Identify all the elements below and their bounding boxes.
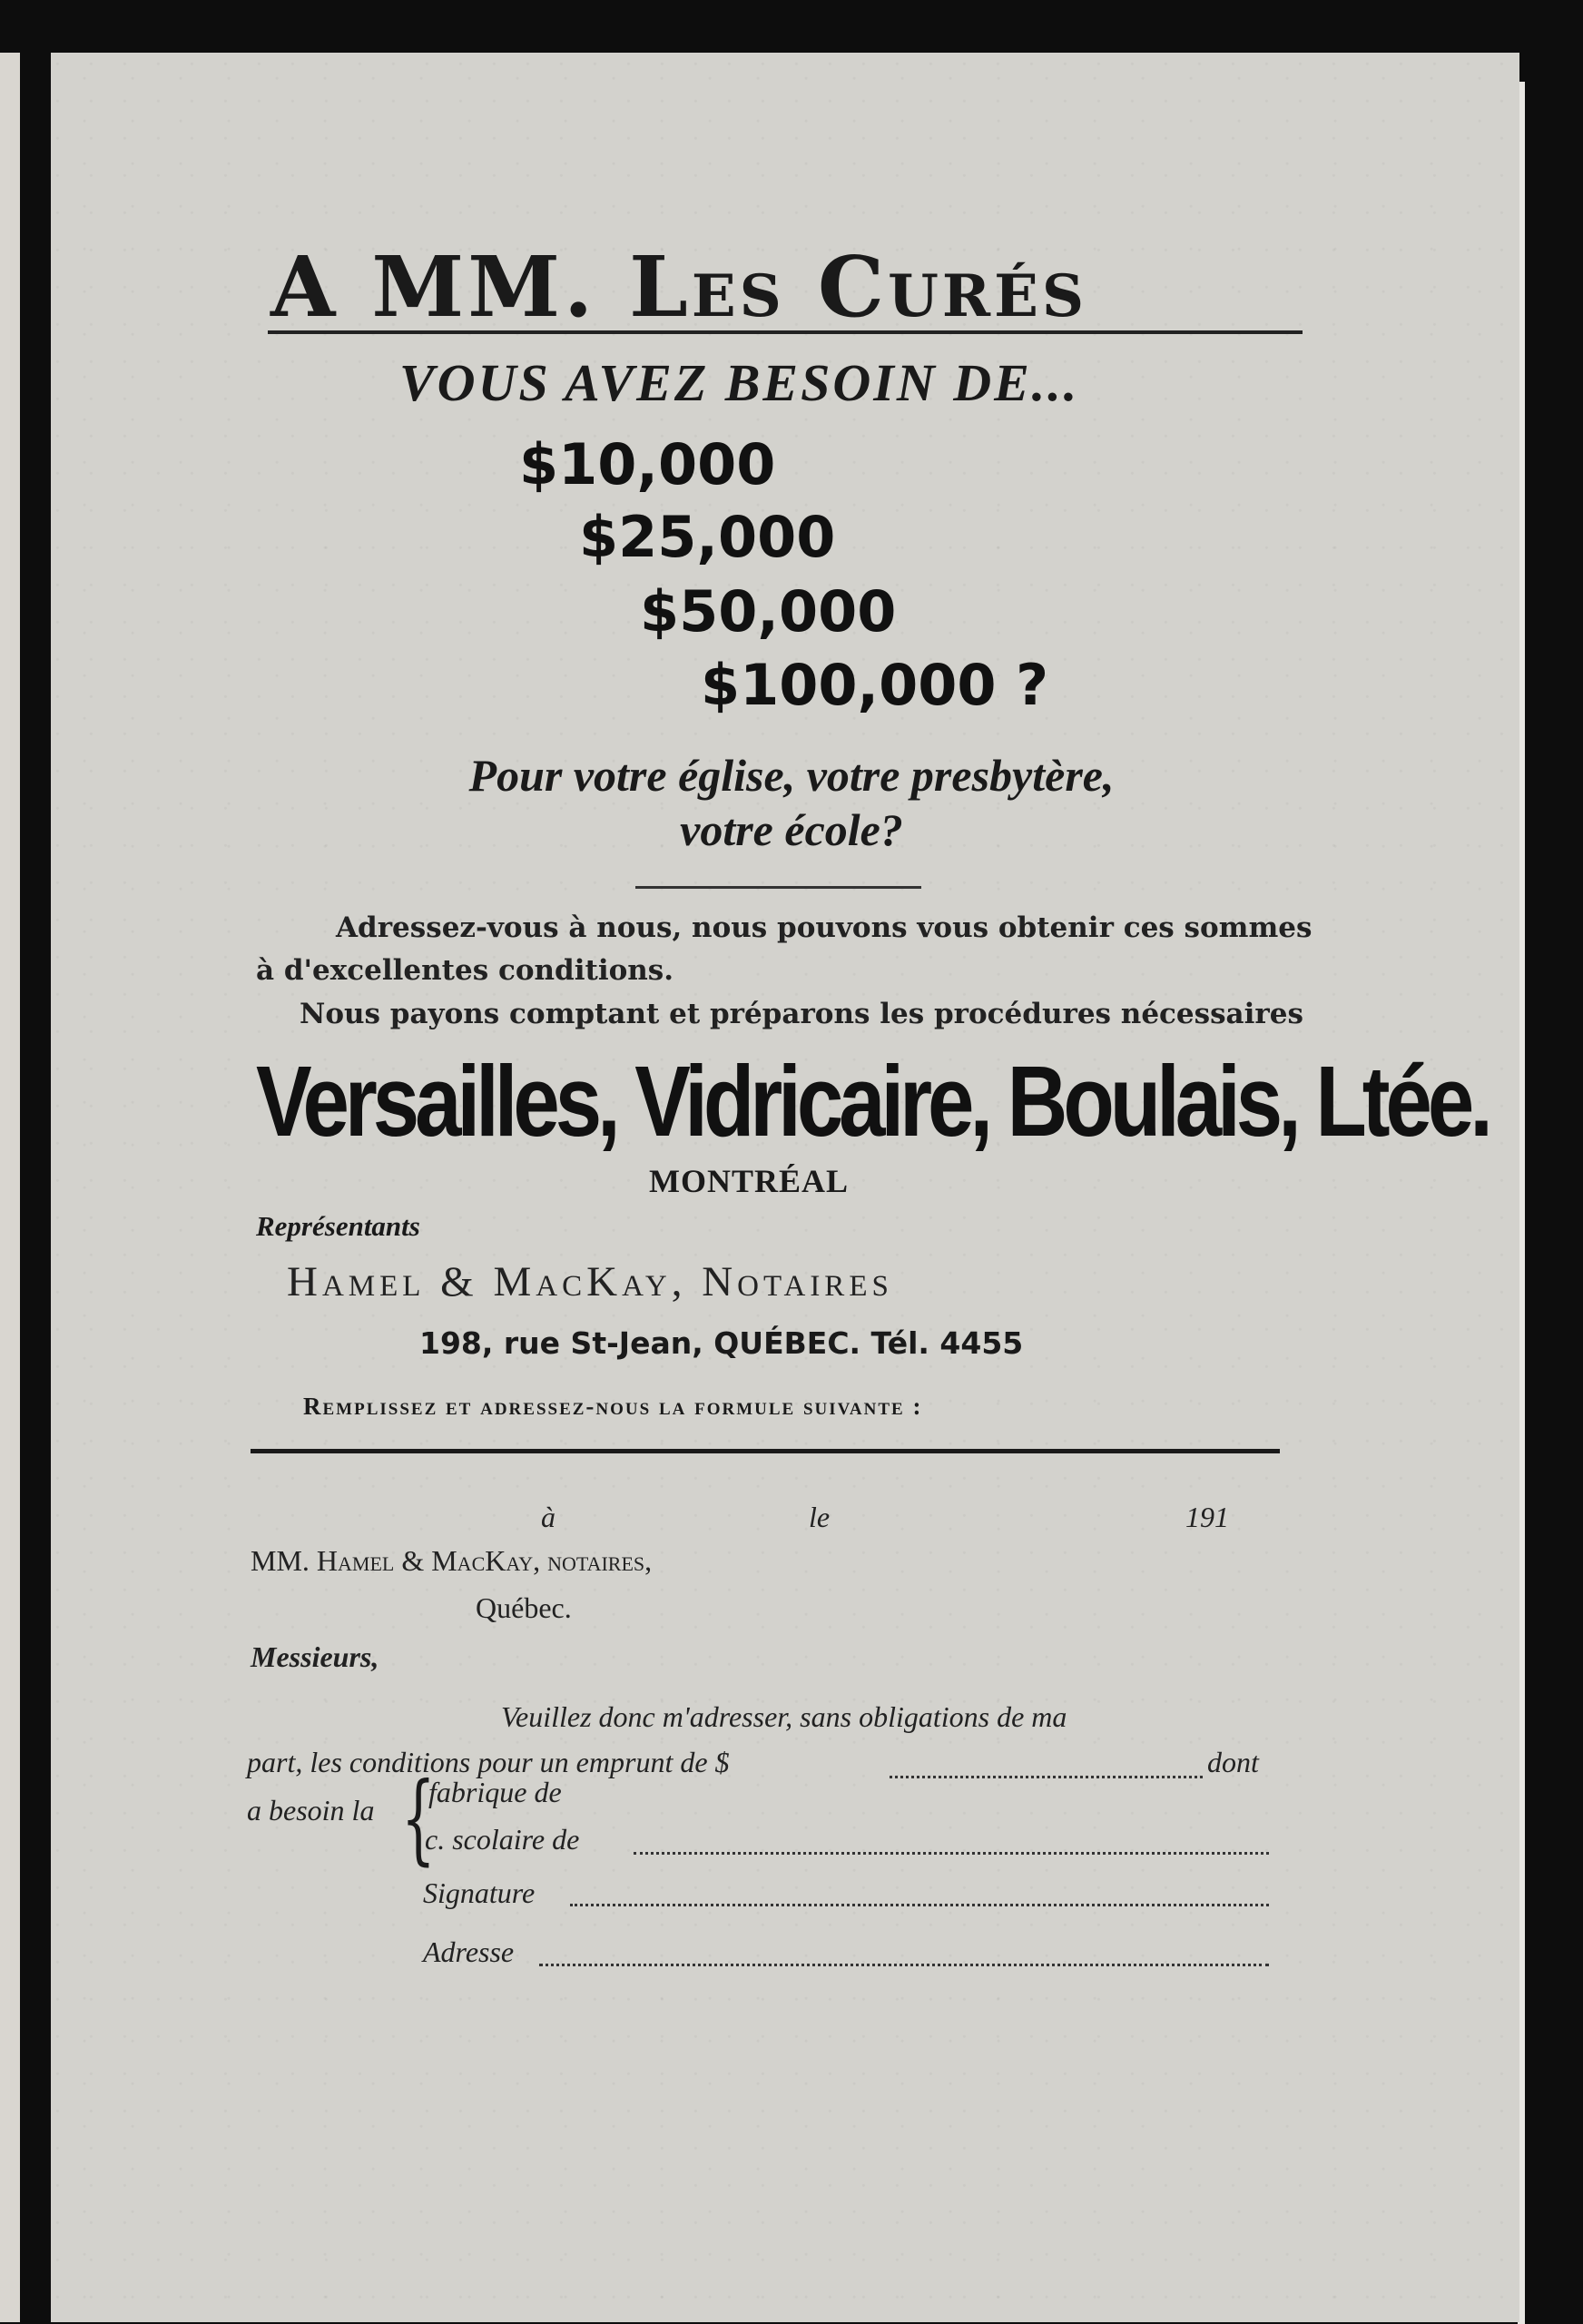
form-a-label: à (541, 1501, 556, 1533)
form-dont-label: dont (1207, 1746, 1259, 1778)
question-line-1: Pour votre église, votre presbytère, (468, 750, 1115, 801)
amount-3: $50,000 (640, 578, 897, 645)
company-name: Versailles, Vidricaire, Boulais, Ltée. (256, 1046, 1489, 1157)
parish-name-field[interactable] (634, 1852, 1269, 1855)
left-page-edge (0, 53, 20, 2322)
amount-4: $100,000 ? (701, 652, 1049, 718)
form-besoin-label: a besoin la (247, 1794, 375, 1827)
form-divider (251, 1449, 1280, 1453)
form-option-scolaire: c. scolaire de (425, 1823, 580, 1856)
company-city: MONTRÉAL (649, 1163, 850, 1199)
address-field[interactable] (539, 1964, 1269, 1966)
question-line-2: votre école? (680, 804, 903, 855)
loan-amount-field[interactable] (890, 1776, 1203, 1778)
body-line-3: Nous payons comptant et préparons les procédures nécessaires (300, 998, 1303, 1030)
representatives-label: Représentants (256, 1210, 420, 1242)
amount-2: $25,000 (579, 504, 836, 570)
representatives-name: Hamel & MacKay, Notaires (287, 1258, 893, 1305)
form-address-label: Adresse (423, 1935, 515, 1968)
form-recipient: MM. Hamel & MacKay, notaires, (251, 1544, 653, 1577)
office-address: 198, rue St-Jean, QUÉBEC. Tél. 4455 (419, 1325, 1024, 1361)
amount-1: $10,000 (519, 431, 776, 497)
brace-symbol: { (401, 1762, 436, 1876)
headline-underline (268, 330, 1303, 334)
form-option-fabrique: fabrique de (428, 1776, 562, 1808)
subheadline: VOUS AVEZ BESOIN DE... (399, 353, 1080, 412)
form-salutation: Messieurs, (251, 1640, 379, 1673)
form-paragraph-line-2: part, les conditions pour un emprunt de $ (247, 1746, 730, 1778)
body-line-1: Adressez-vous à nous, nous pouvons vous obtenir ces sommes (336, 911, 1313, 944)
call-to-action: Remplissez et adressez-nous la formule suivante : (303, 1393, 923, 1420)
body-line-2: à d'excellentes conditions. (256, 954, 674, 987)
form-recipient-city: Québec. (476, 1591, 572, 1624)
section-divider (635, 886, 921, 889)
form-year-prefix: 191 (1185, 1501, 1229, 1533)
headline: A MM. Les Curés (270, 238, 1088, 336)
signature-field[interactable] (570, 1904, 1269, 1906)
form-paragraph-line-1: Veuillez donc m'adresser, sans obligations de ma (501, 1700, 1067, 1733)
form-le-label: le (809, 1501, 831, 1533)
form-signature-label: Signature (423, 1876, 536, 1909)
